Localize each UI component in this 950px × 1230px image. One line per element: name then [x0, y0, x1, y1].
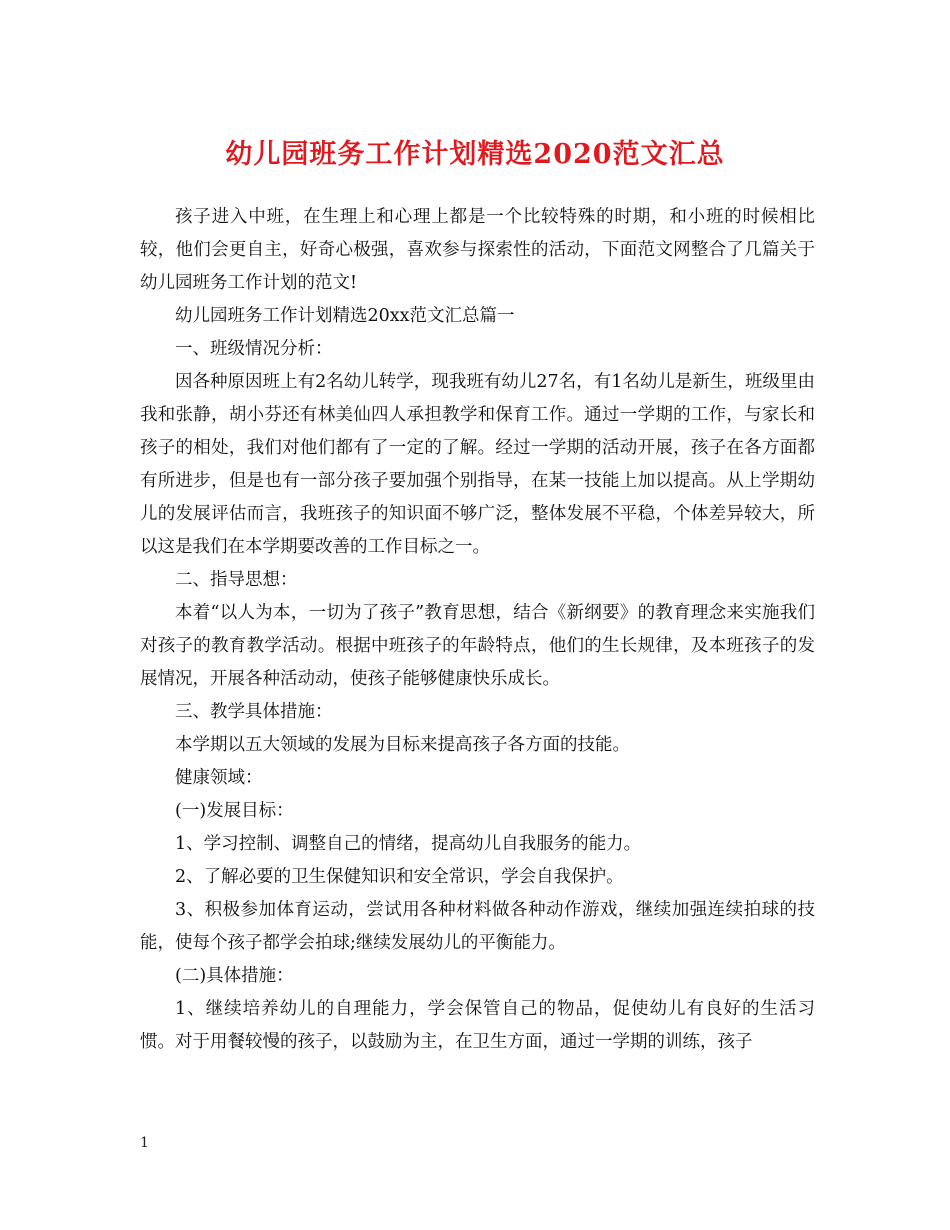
- list-item: 1、继续培养幼儿的自理能力，学会保管自己的物品，促使幼儿有良好的生活习惯。对于用餐较慢的孩子，以鼓励为主，在卫生方面，通过一学期的训练，孩子: [140, 999, 815, 1052]
- section-heading: 三、教学具体措施：: [175, 702, 333, 722]
- subsection-heading: (二)具体措施：: [175, 966, 294, 986]
- paragraph: 本学期以五大领域的发展为目标来提高孩子各方面的技能。: [175, 735, 630, 755]
- section-heading: 二、指导思想：: [175, 570, 298, 590]
- list-item: 1、学习控制、调整自己的情绪，提高幼儿自我服务的能力。: [175, 834, 642, 854]
- document-body: [140, 201, 815, 1059]
- list-item: 2、了解必要的卫生保健知识和安全常识，学会自我保护。: [175, 867, 624, 887]
- section-heading: 一、班级情况分析：: [175, 339, 333, 359]
- list-item: 3、积极参加体育运动，尝试用各种材料做各种动作游戏，继续加强连续拍球的技能，使每个孩子都学会拍球;继续发展幼儿的平衡能力。: [140, 900, 815, 953]
- paragraph: 幼儿园班务工作计划精选20xx范文汇总篇一: [175, 306, 515, 326]
- paragraph: 孩子进入中班，在生理上和心理上都是一个比较特殊的时期，和小班的时候相比较，他们会更自主，好奇心极强，喜欢参与探索性的活动，下面范文网整合了几篇关于幼儿园班务工作计划的范文!: [140, 207, 815, 293]
- paragraph: 因各种原因班上有2名幼儿转学，现我班有幼儿27名，有1名幼儿是新生，班级里由我和张静，胡小芬还有林美仙四人承担教学和保育工作。通过一学期的工作，与家长和孩子的相处，我们对他们都有了一定的了解。经过一学期的活动开展，孩子在各方面都有所进步，但是也有一部分孩子要加强个别指导，在某一技能上加以提高。从上学期幼儿的发展评估而言，我班孩子的知识面不够广泛，整体发展不平稳，个体差异较大，所以这是我们在本学期要改善的工作目标之一。: [140, 372, 815, 557]
- page-number: 1: [140, 1135, 149, 1151]
- paragraph: 本着“以人为本，一切为了孩子”教育思想，结合《新纲要》的教育理念来实施我们对孩子的教育教学活动。根据中班孩子的年龄特点，他们的生长规律，及本班孩子的发展情况，开展各种活动动，使孩子能够健康快乐成长。: [140, 603, 815, 689]
- subsection-heading: 健康领域：: [175, 768, 263, 788]
- document-title: 幼儿园班务工作计划精选2020范文汇总: [225, 139, 725, 170]
- subsection-heading: (一)发展目标：: [175, 801, 294, 821]
